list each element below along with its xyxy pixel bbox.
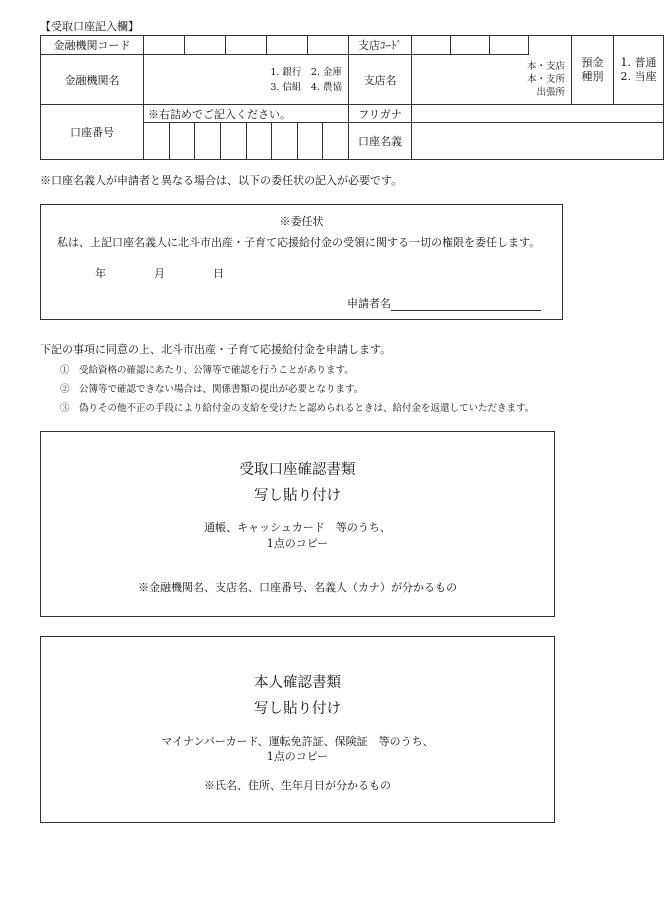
account-digit[interactable]: [221, 123, 247, 159]
id-docs-title: 本人確認書類: [254, 675, 341, 691]
branch-code-digit[interactable]: [412, 36, 451, 55]
account-docs-line2: 1点のコピー: [266, 537, 329, 550]
id-docs-subtitle: 写し貼り付け: [254, 701, 341, 717]
account-number-field[interactable]: [144, 123, 349, 160]
agreement-item: ② 公簿等で確認できない場合は、関係書類の提出が必要となります。: [60, 384, 364, 395]
account-holder-label: 口座名義: [349, 123, 412, 160]
branch-name-label: 支店名: [349, 55, 412, 105]
bank-name-label: 金融機関名: [41, 55, 144, 105]
account-digit[interactable]: [170, 123, 196, 159]
id-docs-box[interactable]: [40, 636, 555, 823]
proxy-month: 月: [154, 267, 165, 280]
branch-name-field[interactable]: 本・支店 本・支所 出張所: [412, 55, 572, 105]
right-align-note: ※右詰めでご記入ください。: [144, 105, 349, 123]
delegation-note: ※口座名義人が申請者と異なる場合は、以下の委任状の記入が必要です。: [40, 174, 403, 187]
bank-code-digit[interactable]: [144, 36, 185, 55]
account-digit[interactable]: [298, 123, 324, 159]
proxy-text: 私は、上記口座名義人に北斗市出産・子育て応援給付金の受領に関する一切の権限を委任します。: [57, 236, 541, 249]
furigana-label: フリガナ: [349, 105, 412, 123]
agreement-item: ③ 偽りその他不正の手段により給付金の支給を受けたと認められるときは、給付金を返還していただきます。: [60, 403, 535, 414]
account-docs-note: ※金融機関名、支店名、口座番号、名義人（カナ）が分かるもの: [138, 581, 457, 594]
section-title: 【受取口座記入欄】: [40, 20, 139, 33]
bank-code-digit[interactable]: [185, 36, 226, 55]
account-digit[interactable]: [247, 123, 273, 159]
bank-code-label: 金融機関コード: [41, 36, 144, 55]
account-docs-box[interactable]: [40, 431, 555, 617]
proxy-title: ※委任状: [279, 215, 324, 228]
account-digit[interactable]: [195, 123, 221, 159]
account-docs-line1: 通帳、キャッシュカード 等のうち、: [204, 521, 391, 534]
furigana-field[interactable]: [412, 105, 664, 123]
account-holder-field[interactable]: [412, 123, 664, 160]
applicant-signature-line[interactable]: [391, 298, 541, 311]
applicant-label: 申請者名: [347, 297, 391, 310]
bank-code-spacer: [308, 36, 349, 55]
branch-code-spacer: [529, 36, 572, 55]
account-docs-subtitle: 写し貼り付け: [254, 488, 341, 504]
proxy-box: [40, 204, 563, 320]
bank-account-table: [40, 35, 664, 160]
account-digit[interactable]: [144, 123, 170, 159]
id-docs-line2: 1点のコピー: [266, 750, 329, 763]
proxy-day: 日: [213, 267, 224, 280]
proxy-year: 年: [95, 267, 106, 280]
bank-code-digit[interactable]: [267, 36, 308, 55]
agreement-item: ① 受給資格の確認にあたり、公簿等で確認を行うことがあります。: [60, 365, 354, 376]
id-docs-line1: マイナンバーカード、運転免許証、保険証 等のうち、: [161, 735, 434, 748]
bank-code-digit[interactable]: [226, 36, 267, 55]
branch-code-digit[interactable]: [490, 36, 529, 55]
applicant-name-row: [347, 295, 541, 311]
account-number-label: 口座番号: [41, 105, 144, 160]
id-docs-note: ※氏名、住所、生年月日が分かるもの: [204, 779, 391, 792]
agreement-list: [60, 361, 534, 418]
account-digit[interactable]: [323, 123, 348, 159]
deposit-type-label: 預金 種別: [572, 36, 614, 105]
account-docs-title: 受取口座確認書類: [239, 462, 356, 478]
account-digit[interactable]: [272, 123, 298, 159]
agreement-intro: 下記の事項に同意の上、北斗市出産・子育て応援給付金を申請します。: [40, 343, 392, 356]
branch-code-label: 支店ｺｰﾄﾞ: [349, 36, 412, 55]
deposit-type-options[interactable]: 1. 普通 2. 当座: [614, 36, 664, 105]
bank-name-field[interactable]: 1. 銀行 2. 金庫 3. 信組 4. 農協: [144, 55, 349, 105]
branch-code-digit[interactable]: [451, 36, 490, 55]
